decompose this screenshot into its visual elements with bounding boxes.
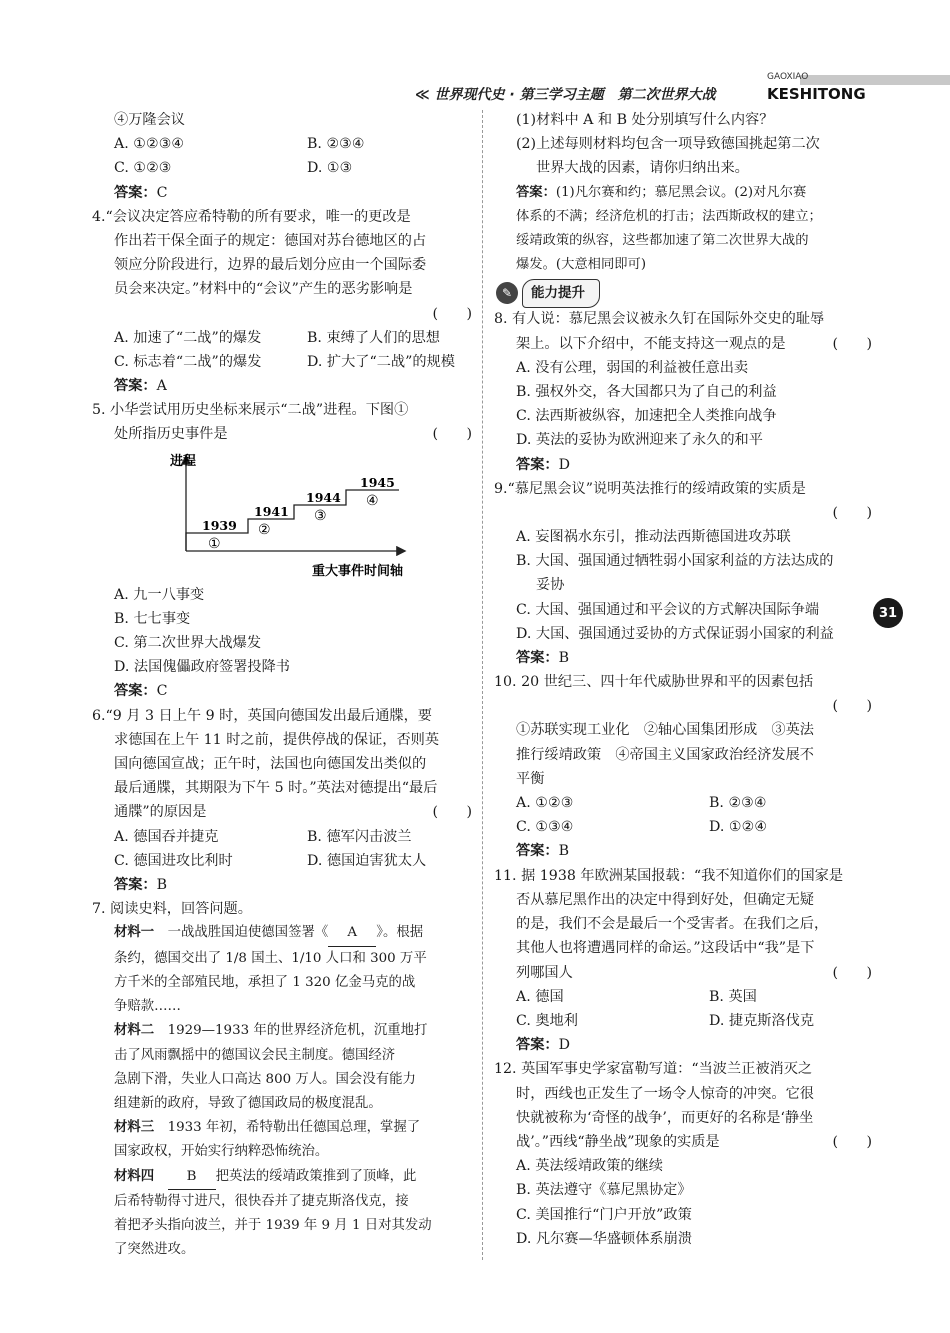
y-axis-label-1: 进程 [170, 453, 197, 469]
answer-paren: ( ) [432, 426, 472, 443]
step-mark-4: ④ [366, 492, 379, 509]
q10-option-b: B. ②③④ [709, 795, 767, 812]
q10-answer: 答案：B [516, 843, 570, 860]
q12-line-4: 战’。”西线“静坐战”现象的实质是 ( ) [494, 1130, 872, 1154]
q3-option-c: C. ①②③ [114, 160, 172, 177]
q4-option-a: A. 加速了“二战”的爆发 [114, 329, 262, 346]
q7-sub-2: (2)上述每则材料均包含一项导致德国挑起第二次 [516, 136, 820, 153]
q5-answer: 答案：C [114, 683, 168, 700]
q5-option-a: A. 九一八事变 [114, 586, 205, 603]
q9-line-1: 9.“慕尼黑会议”说明英法推行的绥靖政策的实质是 [494, 480, 806, 497]
material-3-line-1: 材料三 1933 年初，希特勒出任德国总理，掌握了 [114, 1120, 421, 1136]
q6-options-row1 [92, 825, 472, 849]
q4-answer: 答案：A [114, 378, 167, 395]
q11-line-5: 列哪国人 ( ) [494, 961, 872, 985]
q8-option-a: A. 没有公理，弱国的利益被任意出卖 [516, 359, 749, 376]
q3-item-4: ④万隆会议 [114, 112, 185, 128]
q10-options-row2 [494, 815, 872, 839]
q10-option-a: A. ①②③ [516, 795, 574, 812]
page-number: 31 [873, 598, 903, 628]
answer-paren: ( ) [432, 305, 472, 322]
q3-option-a: A. ①②③④ [114, 136, 185, 153]
step-year-1945: 1945 [360, 474, 395, 490]
right-column [494, 108, 872, 1251]
q12-line-2: 时，西线也正发生了一场令人惊奇的冲突。它很 [516, 1085, 814, 1102]
q10-items-1: ①苏联实现工业化 ②轴心国集团形成 ③英法 [516, 722, 814, 739]
history-timeline-chart [114, 447, 472, 583]
q4-option-c: C. 标志着“二战”的爆发 [114, 353, 262, 370]
material-1-line-4: 争赔款…… [114, 999, 181, 1015]
q11-option-d: D. 捷克斯洛伐克 [709, 1012, 815, 1029]
q6-option-a: A. 德国吞并捷克 [114, 828, 219, 845]
material-1-line-2: 条约，德国交出了 1/8 国土、1/10 人口和 300 万平 [114, 950, 427, 966]
material-4-line-3: 着把矛头指向波兰，并于 1939 年 9 月 1 日对其发动 [114, 1217, 432, 1233]
material-2-line-1: 材料二 1929—1933 年的世界经济危机，沉重地打 [114, 1023, 428, 1039]
q8-option-c: C. 法西斯被纵容，加速把全人类推向战争 [516, 408, 777, 425]
q11-line-3: 的是，我们不会是最后一个受害者。在我们之后， [516, 916, 829, 933]
q6-option-d: D. 德国迫害犹太人 [307, 852, 427, 869]
q9-paren-row [494, 501, 872, 525]
q11-options-row2 [494, 1009, 872, 1033]
step-mark-2: ② [258, 521, 271, 538]
q11-answer: 答案：D [516, 1037, 570, 1054]
q12-option-d: D. 凡尔赛—华盛顿体系崩溃 [516, 1230, 692, 1247]
q6-option-c: C. 德国进攻比利时 [114, 852, 233, 869]
step-mark-1: ① [208, 535, 221, 552]
q10-paren-row [494, 694, 872, 718]
section-title: 能力提升 [522, 279, 600, 307]
q11-option-a: A. 德国 [516, 988, 564, 1005]
section-ability-improve [496, 279, 872, 307]
material-2-line-3: 急剧下滑，失业人口高达 800 万人。国会没有能力 [114, 1071, 416, 1087]
q6-line-5: 通牒”的原因是 ( ) [92, 800, 472, 824]
q5-option-d: D. 法国傀儡政府签署投降书 [114, 659, 290, 676]
q11-option-c: C. 奥地利 [516, 1012, 578, 1029]
q5-option-b: B. 七七事变 [114, 610, 191, 627]
q5-line-1: 5. 小华尝试用历史坐标来展示“二战”进程。下图① [92, 402, 409, 419]
q5-option-c: C. 第二次世界大战爆发 [114, 635, 262, 652]
q6-line-3: 国向德国宣战；正午时，法国也向德国发出类似的 [114, 756, 427, 773]
q10-items-3: 平衡 [516, 770, 545, 787]
material-1-line-1: 材料一 一战战胜国迫使德国签署《 A 》。根据 [92, 921, 472, 946]
q8-line-1: 8. 有人说：慕尼黑会议被永久钉在国际外交史的耻辱 [494, 311, 825, 328]
q8-answer: 答案：D [516, 456, 570, 473]
answer-paren: ( ) [832, 1133, 872, 1150]
q11-options-row1 [494, 985, 872, 1009]
q7-answer-line-1: 答案：(1)凡尔赛和约；慕尼黑会议。(2)对凡尔赛 [516, 184, 807, 200]
q3-options-row2 [92, 156, 472, 180]
material-4-line-1: 材料四 B 把英法的绥靖政策推到了顶峰，此 [92, 1165, 472, 1190]
header-title: ≪ 世界现代史 · 第三学习主题 第二次世界大战 [415, 87, 716, 103]
step-year-1939: 1939 [202, 517, 237, 533]
step-year-1941: 1941 [254, 503, 289, 519]
material-4-line-2: 后希特勒得寸进尺，很快吞并了捷克斯洛伐克，接 [114, 1193, 409, 1209]
timeline-svg [114, 447, 414, 583]
q7-sub-1: (1)材料中 A 和 B 处分别填写什么内容？ [516, 112, 774, 128]
q5-line-2: 处所指历史事件是 ( ) [92, 422, 472, 446]
q10-option-d: D. ①②④ [709, 819, 768, 836]
q6-option-b: B. 德军闪击波兰 [307, 828, 412, 845]
blank-a: A [328, 921, 376, 946]
q12-line-1: 12. 英国军事史学家富勒写道：“当波兰正被消灭之 [494, 1061, 813, 1078]
q10-option-c: C. ①③④ [516, 819, 574, 836]
answer-paren: ( ) [432, 804, 472, 821]
q9-option-d: D. 大国、强国通过妥协的方式保证弱小国家的利益 [516, 625, 834, 642]
q12-option-c: C. 美国推行“门户开放”政策 [516, 1206, 692, 1223]
answer-paren: ( ) [832, 964, 872, 981]
q4-line-2: 作出若干保全面子的规定：德国对苏台德地区的占 [114, 233, 427, 250]
q12-option-b: B. 英法遵守《慕尼黑协定》 [516, 1182, 692, 1199]
q9-answer: 答案：B [516, 650, 570, 667]
q9-option-a: A. 妄图祸水东引，推动法西斯德国进攻苏联 [516, 529, 791, 546]
q9-option-c: C. 大国、强国通过和平会议的方式解决国际争端 [516, 601, 820, 618]
q4-options-row1 [92, 326, 472, 350]
q11-option-b: B. 英国 [709, 988, 757, 1005]
q3-option-d: D. ①③ [307, 160, 353, 177]
q4-paren-row [92, 302, 472, 326]
material-2-line-2: 击了风雨飘摇中的德国议会民主制度。德国经济 [114, 1047, 396, 1063]
material-2-line-4: 组建新的政府，导致了德国政局的极度混乱。 [114, 1095, 382, 1111]
answer-paren: ( ) [832, 335, 872, 352]
step-year-1944: 1944 [306, 489, 341, 505]
brand-logo: KESHITONG [767, 85, 866, 103]
answer-paren: ( ) [832, 505, 872, 522]
blank-b: B [168, 1165, 216, 1190]
q7-sub-3: 世界大战的因素，请你归纳出来。 [536, 160, 749, 177]
q6-answer: 答案：B [114, 877, 168, 894]
q7-answer-line-4: 爆发。(大意相同即可) [516, 257, 647, 273]
material-4-line-4: 了突然进攻。 [114, 1242, 195, 1258]
header-bar [800, 75, 950, 85]
q8-option-d: D. 英法的妥协为欧洲迎来了永久的和平 [516, 432, 763, 449]
q4-options-row2 [92, 350, 472, 374]
q4-option-b: B. 束缚了人们的思想 [307, 329, 440, 346]
q4-line-1: 4.“会议决定答应希特勒的所有要求，唯一的更改是 [92, 208, 411, 225]
q8-line-2: 架上。以下介绍中，不能支持这一观点的是 ( ) [494, 332, 872, 356]
page-header [0, 70, 950, 110]
column-divider [482, 110, 483, 1260]
q9-option-b-cont: 妥协 [536, 577, 565, 594]
q6-line-4: 最后通牒，其期限为下午 5 时。”英法对德提出“最后 [114, 780, 438, 797]
q11-line-4: 其他人也将遭遇同样的命运。”这段话中“我”是下 [516, 940, 815, 957]
q10-line-1: 10. 20 世纪三、四十年代威胁世界和平的因素包括 [494, 674, 814, 691]
q4-option-d: D. 扩大了“二战”的规模 [307, 353, 455, 370]
q6-line-1: 6.“9 月 3 日上午 9 时，英国向德国发出最后通牒，要 [92, 707, 432, 724]
q9-option-b: B. 大国、强国通过牺牲弱小国家利益的方法达成的 [516, 553, 834, 570]
q11-line-1: 11. 据 1938 年欧洲某国报载：“我不知道你们的国家是 [494, 867, 844, 884]
q6-options-row2 [92, 849, 472, 873]
pencil-icon: ✎ [496, 282, 518, 304]
q8-option-b: B. 强权外交，各大国都只为了自己的利益 [516, 384, 777, 401]
q11-line-2: 否从慕尼黑作出的决定中得到好处，但确定无疑 [516, 891, 814, 908]
step-mark-3: ③ [314, 507, 327, 524]
q3-option-b: B. ②③④ [307, 136, 365, 153]
q4-line-4: 员会来决定。”材料中的“会议”产生的恶劣影响是 [114, 281, 413, 298]
q10-items-2: 推行绥靖政策 ④帝国主义国家政治经济发展不 [516, 746, 814, 763]
q4-line-3: 领应分阶段进行，边界的最后划分应由一个国际委 [114, 257, 427, 274]
q12-option-a: A. 英法绥靖政策的继续 [516, 1158, 663, 1175]
brand-small: GAOXIAO [767, 72, 809, 82]
left-column [92, 108, 472, 1262]
q3-options-row1 [92, 132, 472, 156]
q7-answer-line-3: 绥靖政策的纵容，这些都加速了第二次世界大战的 [516, 233, 809, 249]
q6-line-2: 求德国在上午 11 时之前，提供停战的保证，否则英 [114, 731, 440, 748]
q3-answer: 答案：C [114, 184, 168, 201]
answer-paren: ( ) [832, 698, 872, 715]
q7-intro: 7. 阅读史料，回答问题。 [92, 901, 252, 918]
x-axis-label: 重大事件时间轴 [312, 563, 404, 579]
q7-answer-line-2: 体系的不满；经济危机的打击；法西斯政权的建立； [516, 208, 822, 224]
material-3-line-2: 国家政权，开始实行纳粹恐怖统治。 [114, 1144, 329, 1160]
q10-options-row1 [494, 791, 872, 815]
q12-line-3: 快就被称为‘奇怪的战争’，而更好的名称是‘静坐 [516, 1109, 814, 1126]
material-1-line-3: 方千米的全部殖民地，承担了 1 320 亿金马克的战 [114, 974, 416, 990]
